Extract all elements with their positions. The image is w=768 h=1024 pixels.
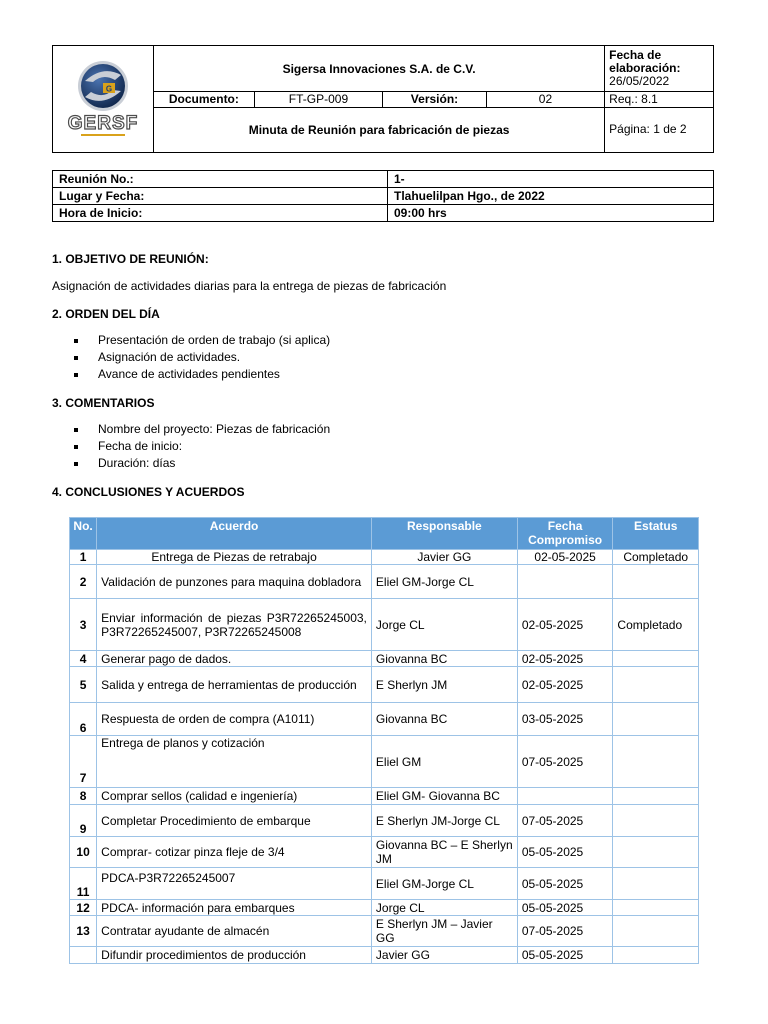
cell-fecha: 07-05-2025 — [517, 736, 613, 788]
col-header-no: No. — [70, 518, 97, 550]
cell-fecha: 05-05-2025 — [517, 868, 613, 900]
table-row — [70, 651, 699, 667]
table-row — [70, 703, 699, 736]
cell-no: 7 — [70, 736, 97, 788]
cell-estatus — [613, 651, 699, 667]
cell-estatus — [613, 947, 699, 964]
bullet-icon — [74, 356, 78, 360]
info-row — [53, 188, 714, 205]
cell-acuerdo: Generar pago de dados. — [97, 651, 372, 667]
cell-no: 13 — [70, 916, 97, 947]
list-item — [72, 366, 330, 383]
cell-no: 10 — [70, 837, 97, 868]
list-item-text: Duración: días — [98, 456, 176, 470]
cell-estatus — [613, 837, 699, 868]
cell-responsable: Eliel GM-Jorge CL — [371, 868, 517, 900]
cell-fecha: 07-05-2025 — [517, 916, 613, 947]
cell-estatus — [613, 703, 699, 736]
cell-responsable: E Sherlyn JM – Javier GG — [371, 916, 517, 947]
section-orden-title: 2. ORDEN DEL DÍA — [52, 307, 160, 321]
cell-responsable: Eliel GM — [371, 736, 517, 788]
req-value: Req.: 8.1 — [605, 92, 714, 107]
list-item — [72, 455, 330, 472]
version-label: Versión: — [383, 92, 487, 107]
cell-acuerdo: Completar Procedimiento de embarque — [97, 805, 372, 837]
list-item — [72, 421, 330, 438]
cell-no: 3 — [70, 599, 97, 651]
cell-no: 12 — [70, 900, 97, 916]
info-value: 09:00 hrs — [388, 205, 714, 222]
cell-no: 5 — [70, 667, 97, 703]
cell-estatus — [613, 916, 699, 947]
cell-fecha: 07-05-2025 — [517, 805, 613, 837]
cell-responsable: E Sherlyn JM — [371, 667, 517, 703]
cell-no: 1 — [70, 550, 97, 565]
cell-acuerdo: Difundir procedimientos de producción — [97, 947, 372, 964]
cell-responsable: Jorge CL — [371, 900, 517, 916]
list-item-text: Presentación de orden de trabajo (si aplica) — [98, 333, 331, 347]
cell-estatus: Completado — [613, 550, 699, 565]
cell-acuerdo: Comprar- cotizar pinza fleje de 3/4 — [97, 837, 372, 868]
table-row — [70, 916, 699, 947]
cell-no: 6 — [70, 703, 97, 736]
cell-responsable: Giovanna BC — [371, 703, 517, 736]
table-row — [70, 550, 699, 565]
table-row — [70, 565, 699, 599]
list-item-text: Avance de actividades pendientes — [98, 367, 280, 381]
cell-fecha: 03-05-2025 — [517, 703, 613, 736]
cell-responsable: E Sherlyn JM-Jorge CL — [371, 805, 517, 837]
meeting-info-table — [52, 170, 714, 222]
cell-estatus — [613, 788, 699, 805]
documento-label: Documento: — [153, 92, 254, 107]
cell-acuerdo: Entrega de Piezas de retrabajo — [97, 550, 372, 565]
cell-responsable: Javier GG — [371, 550, 517, 565]
col-header-fecha: Fecha Compromiso — [517, 518, 613, 550]
bullet-icon — [74, 373, 78, 377]
logo-wordmark: GERSF — [67, 112, 139, 134]
cell-responsable: Jorge CL — [371, 599, 517, 651]
col-header-acuerdo: Acuerdo — [97, 518, 372, 550]
fecha-elaboracion-value: 26/05/2022 — [609, 74, 670, 89]
cell-acuerdo: Salida y entrega de herramientas de producción — [97, 667, 372, 703]
info-label: Hora de Inicio: — [53, 205, 388, 222]
info-row — [53, 205, 714, 222]
cell-fecha: 02-05-2025 — [517, 651, 613, 667]
cell-fecha — [517, 565, 613, 599]
acuerdos-table — [69, 517, 699, 964]
section-comentarios-title: 3. COMENTARIOS — [52, 396, 155, 410]
cell-no: 9 — [70, 805, 97, 837]
logo-icon — [55, 53, 151, 143]
cell-fecha: 02-05-2025 — [517, 667, 613, 703]
cell-acuerdo: Contratar ayudante de almacén — [97, 916, 372, 947]
cell-fecha: 05-05-2025 — [517, 947, 613, 964]
bullet-icon — [74, 339, 78, 343]
cell-estatus — [613, 805, 699, 837]
cell-fecha: 02-05-2025 — [517, 550, 613, 565]
table-row — [70, 736, 699, 788]
info-row — [53, 171, 714, 188]
cell-responsable: Giovanna BC — [371, 651, 517, 667]
comentarios-list — [72, 421, 330, 472]
cell-acuerdo: Comprar sellos (calidad e ingeniería) — [97, 788, 372, 805]
col-header-estatus: Estatus — [613, 518, 699, 550]
cell-estatus: Completado — [613, 599, 699, 651]
cell-responsable: Eliel GM-Jorge CL — [371, 565, 517, 599]
table-row — [70, 788, 699, 805]
info-value: Tlahuelilpan Hgo., de 2022 — [388, 188, 714, 205]
cell-estatus — [613, 736, 699, 788]
cell-fecha: 05-05-2025 — [517, 837, 613, 868]
list-item — [72, 349, 330, 366]
objetivo-text: Asignación de actividades diarias para la entrega de piezas de fabricación — [52, 279, 447, 293]
document-title: Minuta de Reunión para fabricación de piezas — [153, 107, 604, 152]
documento-value: FT-GP-009 — [254, 92, 382, 107]
table-row — [70, 868, 699, 900]
fecha-elaboracion — [605, 46, 714, 92]
company-name: Sigersa Innovaciones S.A. de C.V. — [153, 46, 604, 92]
cell-no — [70, 947, 97, 964]
page-number: Página: 1 de 2 — [605, 107, 714, 152]
info-label: Lugar y Fecha: — [53, 188, 388, 205]
cell-estatus — [613, 667, 699, 703]
list-item — [72, 438, 330, 455]
list-item-text: Nombre del proyecto: Piezas de fabricación — [98, 422, 331, 436]
fecha-elaboracion-label: Fecha de elaboración: — [609, 48, 681, 76]
cell-responsable: Javier GG — [371, 947, 517, 964]
cell-fecha — [517, 788, 613, 805]
document-header — [52, 45, 714, 153]
table-row — [70, 947, 699, 964]
info-label: Reunión No.: — [53, 171, 388, 188]
cell-acuerdo: Entrega de planos y cotización — [97, 736, 372, 788]
cell-estatus — [613, 900, 699, 916]
cell-estatus — [613, 565, 699, 599]
company-logo — [53, 46, 154, 153]
cell-estatus — [613, 868, 699, 900]
bullet-icon — [74, 462, 78, 466]
cell-acuerdo: Enviar información de piezas P3R72265245003, P3R72265245007, P3R72265245008 — [97, 599, 372, 651]
cell-no: 2 — [70, 565, 97, 599]
cell-responsable: Giovanna BC – E Sherlyn JM — [371, 837, 517, 868]
svg-text:G: G — [105, 84, 113, 93]
table-row — [70, 667, 699, 703]
version-value: 02 — [486, 92, 604, 107]
list-item-text: Fecha de inicio: — [98, 439, 183, 453]
info-value: 1- — [388, 171, 714, 188]
table-header-row — [70, 518, 699, 550]
table-row — [70, 599, 699, 651]
cell-acuerdo: Validación de punzones para maquina dobladora — [97, 565, 372, 599]
table-row — [70, 900, 699, 916]
cell-fecha: 02-05-2025 — [517, 599, 613, 651]
col-header-responsable: Responsable — [371, 518, 517, 550]
cell-acuerdo: PDCA- información para embarques — [97, 900, 372, 916]
cell-no: 4 — [70, 651, 97, 667]
cell-acuerdo: PDCA-P3R72265245007 — [97, 868, 372, 900]
cell-responsable: Eliel GM- Giovanna BC — [371, 788, 517, 805]
list-item-text: Asignación de actividades. — [98, 350, 241, 364]
list-item — [72, 332, 330, 349]
cell-no: 11 — [70, 868, 97, 900]
table-row — [70, 837, 699, 868]
section-conclusiones-title: 4. CONCLUSIONES Y ACUERDOS — [52, 485, 245, 499]
cell-fecha: 05-05-2025 — [517, 900, 613, 916]
cell-acuerdo: Respuesta de orden de compra (A1011) — [97, 703, 372, 736]
cell-no: 8 — [70, 788, 97, 805]
orden-list — [72, 332, 330, 383]
table-row — [70, 805, 699, 837]
bullet-icon — [74, 445, 78, 449]
bullet-icon — [74, 428, 78, 432]
section-objetivo-title: 1. OBJETIVO DE REUNIÓN: — [52, 252, 209, 266]
